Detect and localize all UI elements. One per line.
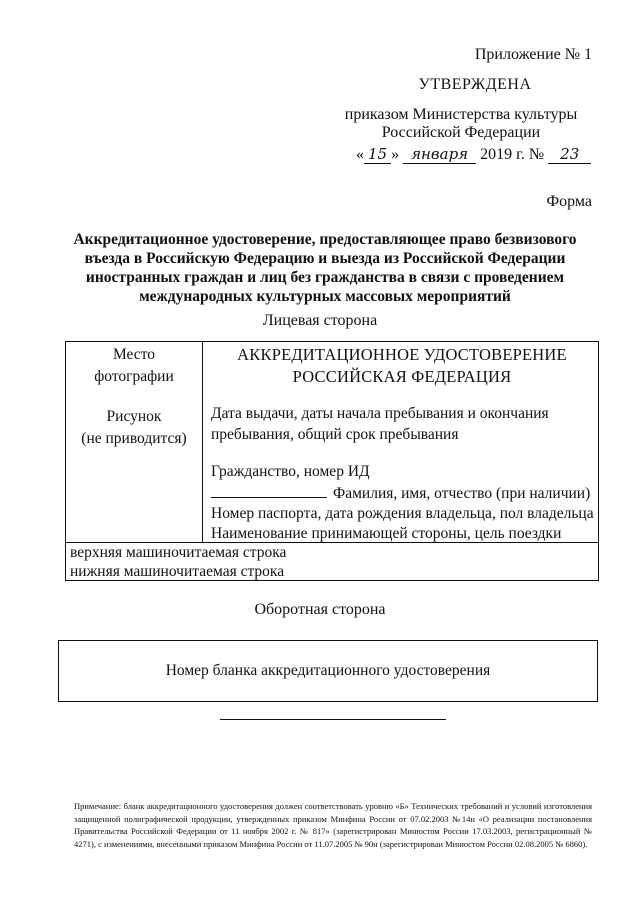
- drawing-label-line2: (не приводится): [81, 430, 187, 447]
- photo-cell: [66, 342, 203, 543]
- signature-blank-line: [211, 483, 327, 498]
- order-month: января: [403, 146, 476, 164]
- approved-stamp-text: УТВЕРЖДЕНА: [418, 76, 532, 93]
- fullname-field: Фамилия, имя, отчество (при наличии): [333, 485, 591, 502]
- drawing-note: [66, 406, 202, 450]
- drawing-label-line1: Рисунок: [106, 408, 162, 425]
- back-side-label: Оборотная сторона: [254, 601, 386, 618]
- order-issuer-line1: приказом Министерства культуры: [344, 106, 578, 123]
- host-field: Наименование принимающей стороны, цель поездки: [211, 525, 562, 542]
- passport-field: Номер паспорта, дата рождения владельца, пол владельца: [211, 505, 594, 522]
- form-label: Форма: [546, 193, 592, 210]
- dates-field-line2: пребывания, общий срок пребывания: [211, 426, 459, 443]
- appendix-number: Приложение № 1: [474, 46, 592, 63]
- photo-label-line2: фотографии: [94, 368, 174, 385]
- order-day: 15: [364, 146, 391, 164]
- heading-line1: АККРЕДИТАЦИОННОЕ УДОСТОВЕРЕНИЕ: [237, 345, 567, 364]
- section-divider: [220, 719, 446, 720]
- order-year-label: 2019 г. №: [480, 146, 545, 163]
- mrz-lower-line: нижняя машиночитаемая строка: [70, 563, 285, 580]
- date-close-quote: »: [391, 146, 400, 163]
- data-cell: [207, 342, 597, 542]
- footnote: Примечание: бланк аккредитационного удостоверения должен соответствовать уровню «Б» Технических требований и условий изготовления защищенной полиграфической продукции, утвержденных приказом Минфина России от 07.02.2003 №14н «О реализации постановления Правительства Российской Федерации от 11 ноября 2002 г. № 817» (зарегистрирован Минюстом России 17.03.2003, регистрационный № 4271), с изменениями, внесенными приказом Минфина России от 11.07.2005 № 90н (зарегистрирован Минюстом России 02.08.2005 № 6860).: [74, 801, 592, 849]
- certificate-front-table: [65, 341, 599, 581]
- order-issuer-line2: Российской Федерации: [381, 124, 541, 141]
- heading-line2: РОССИЙСКАЯ ФЕДЕРАЦИЯ: [292, 367, 512, 386]
- fullname-row: [211, 483, 590, 504]
- mrz-area: [66, 542, 598, 581]
- photo-label-line1: Место: [112, 346, 156, 363]
- certificate-heading: [207, 344, 597, 388]
- front-side-label: Лицевая сторона: [262, 312, 378, 329]
- order-number: 23: [548, 146, 591, 164]
- citizenship-field: Гражданство, номер ИД: [211, 463, 370, 480]
- certificate-back-box: [58, 640, 598, 702]
- date-open-quote: «: [356, 146, 364, 163]
- blank-number-label: Номер бланка аккредитационного удостоверения: [165, 662, 491, 679]
- order-date-line: [356, 146, 591, 164]
- mrz-upper-line: верхняя машиночитаемая строка: [70, 544, 287, 561]
- dates-field-line1: Дата выдачи, даты начала пребывания и окончания: [211, 405, 549, 422]
- document-title: Аккредитационное удостоверение, предоставляющее право безвизового въезда в Российскую Федерацию и выезда из Российской Федерации иностранных граждан и лиц без гражданства в связи с проведением международных культурных массовых мероприятий: [73, 231, 577, 305]
- photo-place-label: [66, 344, 202, 388]
